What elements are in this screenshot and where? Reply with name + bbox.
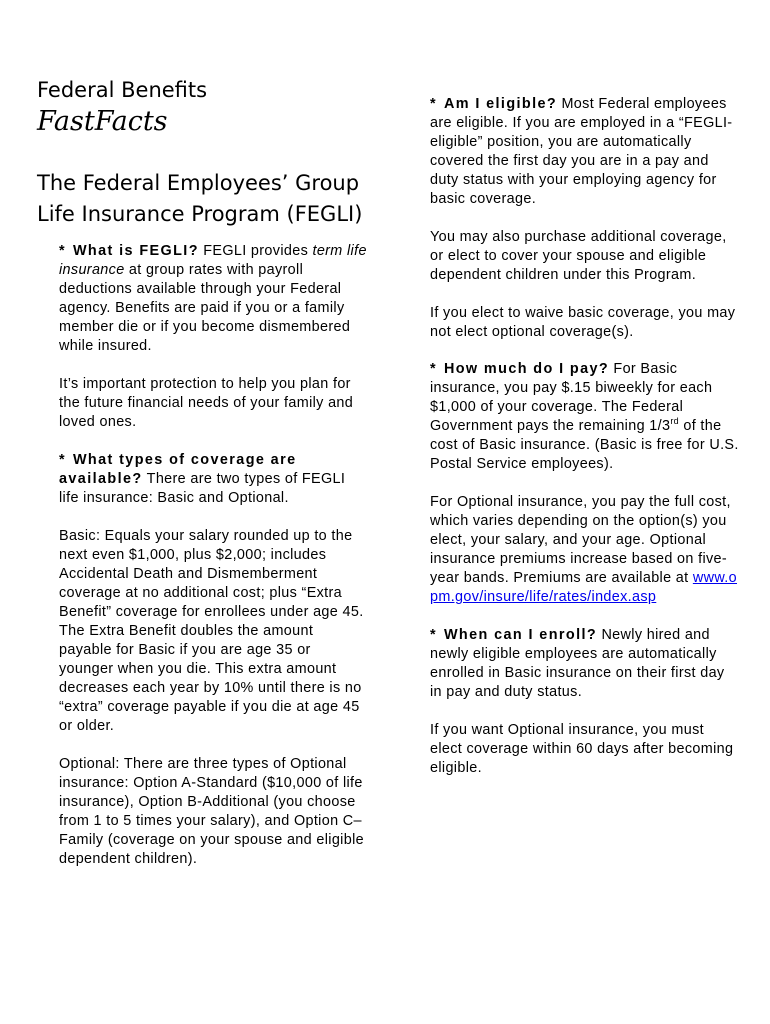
optional-enrollment-paragraph: If you want Optional insurance, you must elect coverage within 60 days after becoming eligible.: [430, 722, 734, 776]
cost-paragraph: [430, 360, 740, 474]
question-heading: How much do I pay?: [443, 361, 610, 377]
left-column: [59, 242, 369, 888]
question-heading: What is FEGLI?: [72, 243, 199, 259]
brand-name: Federal Benefits: [37, 78, 208, 102]
rates-link[interactable]: www.opm.gov/insure/life/rates/index.asp: [430, 570, 737, 605]
optional-cost-text: For Optional insurance, you pay the full cost, which varies depending on the option(s) you elect, your salary, and your age. Optional insurance premiums increase based on five-year bands. Premiums are available at: [430, 494, 731, 586]
bullet-star: *: [430, 96, 436, 112]
page-title-line-1: The Federal Employees’ Group: [37, 171, 360, 195]
additional-coverage-paragraph: You may also purchase additional coverage, or elect to cover your spouse and eligible dependent children under this Program.: [430, 229, 727, 283]
answer-text: FEGLI provides: [198, 243, 313, 259]
answer-text: There are two types of FEGLI life insurance: Basic and Optional.: [59, 471, 346, 506]
basic-coverage-paragraph: Basic: Equals your salary rounded up to the next even $1,000, plus $2,000; includes Accidental Death and Dismemberment coverage at no additional cost; plus “Extra Benefit” coverage for enrollees under age 45. The Extra Benefit doubles the amount payable for Basic if you are age 35 or younger when you die. This extra amount decreases each year by 10% until there is no “extra” coverage payable if you die at age 45 or older.: [59, 528, 364, 734]
enrollment-paragraph: [430, 626, 740, 702]
bullet-star: *: [430, 361, 436, 377]
bullet-star: *: [430, 627, 436, 643]
emphasis-text: term life insurance: [59, 243, 367, 278]
answer-text: For Basic insurance, you pay $.15 biweekly for each $1,000 of your coverage. The Federal Government pays the remaining 1/3: [430, 361, 713, 434]
page-title: [37, 168, 377, 230]
bullet-star: *: [59, 243, 65, 259]
optional-cost-paragraph: [430, 493, 740, 607]
question-heading: When can I enroll?: [443, 627, 598, 643]
bullet-star: *: [59, 452, 65, 468]
answer-text: of the cost of Basic insurance. (Basic is free for U.S. Postal Service employees).: [430, 418, 739, 472]
optional-coverage-paragraph: Optional: There are three types of Optional insurance: Option A-Standard ($10,000 of life insurance), Option B-Additional (you choose from 1 to 5 times your salary), and Option C–Family (coverage on your spouse and eligible dependent children).: [59, 756, 364, 867]
waive-coverage-paragraph: If you elect to waive basic coverage, you may not elect optional coverage(s).: [430, 305, 736, 340]
what-is-fegli-paragraph: [59, 242, 369, 356]
series-title: FastFacts: [37, 106, 168, 137]
eligibility-paragraph: [430, 95, 740, 209]
importance-paragraph: It’s important protection to help you plan for the future financial needs of your family and loved ones.: [59, 376, 354, 430]
answer-text: Newly hired and newly eligible employees are automatically enrolled in Basic insurance on their first day in pay and duty status.: [430, 627, 725, 700]
page-title-line-2: Life Insurance Program (FEGLI): [37, 202, 363, 226]
question-heading: What types of coverage are available?: [59, 452, 297, 487]
question-heading: Am I eligible?: [443, 96, 558, 112]
answer-text: Most Federal employees are eligible. If you are employed in a “FEGLI-eligible” position, you are automatically covered the first day you are in a pay and duty status with your employing agency for basic coverage.: [430, 96, 733, 207]
answer-text: at group rates with payroll deductions available through your Federal agency. Benefits are paid if you or a family member die or if you become dismembered while insured.: [59, 262, 351, 354]
right-column: [430, 95, 740, 797]
coverage-types-paragraph: [59, 451, 369, 508]
ordinal-superscript: rd: [670, 416, 680, 427]
